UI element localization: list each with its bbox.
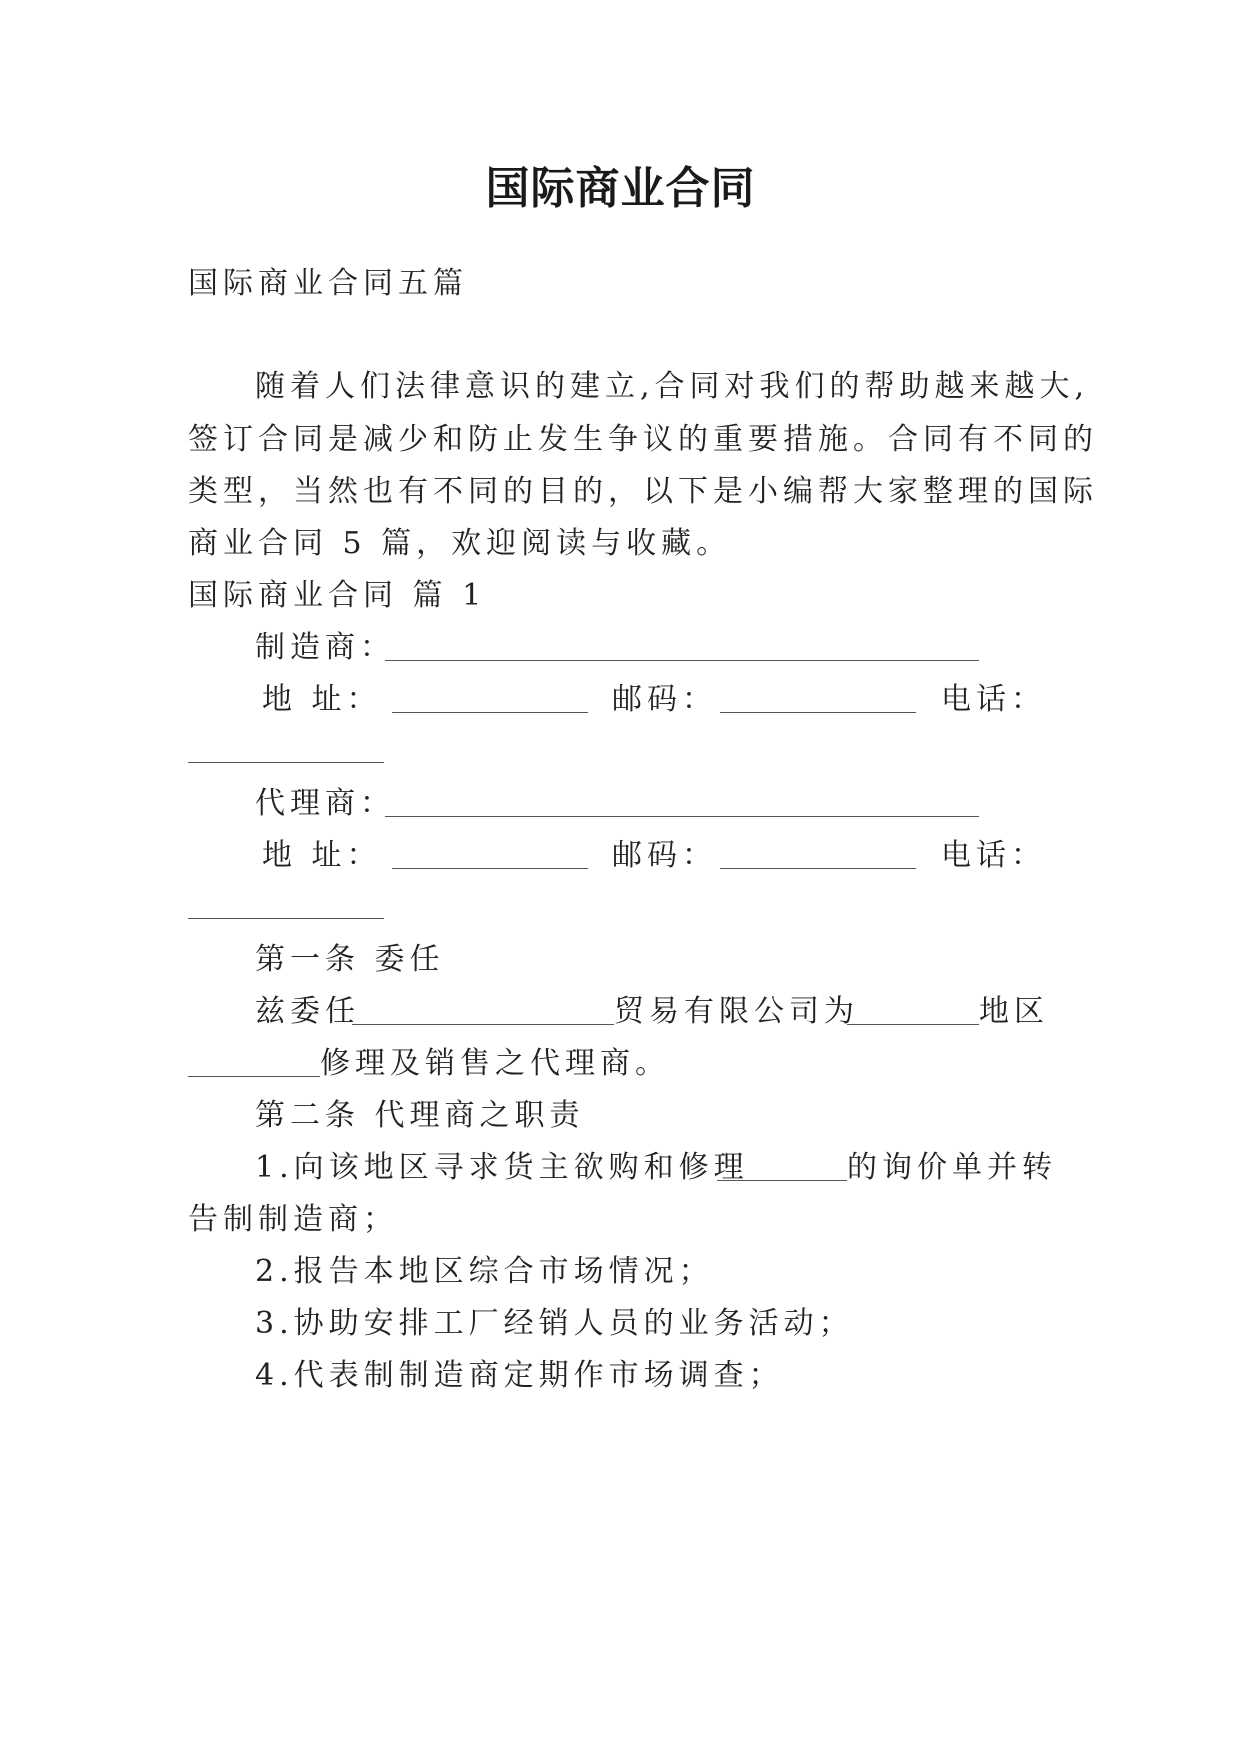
manufacturer-phone-label: 电话： bbox=[941, 682, 1046, 717]
intro-line-2: 签订合同是减少和防止发生争议的重要措施。合同有不同的 bbox=[188, 422, 1098, 457]
agent-postcode-label: 邮码： bbox=[612, 838, 717, 873]
section-heading: 国际商业合同 篇 1 bbox=[188, 578, 487, 613]
manufacturer-address-label: 地 址： bbox=[262, 682, 382, 717]
manufacturer-address-blank bbox=[392, 712, 588, 713]
agent-address-blank bbox=[392, 868, 588, 869]
article2-heading: 第二条 代理商之职责 bbox=[255, 1098, 585, 1133]
article2-item3: 3.协助安排工厂经销人员的业务活动； bbox=[255, 1306, 854, 1341]
document-title: 国际商业合同 bbox=[485, 163, 756, 214]
article2-item2: 2.报告本地区综合市场情况； bbox=[255, 1254, 714, 1289]
article2-item1-b: 的询价单并转 bbox=[847, 1150, 1057, 1185]
manufacturer-postcode-blank bbox=[720, 712, 916, 713]
article1-company-blank bbox=[352, 1024, 614, 1025]
article1-text-d: 修理及销售之代理商。 bbox=[320, 1046, 670, 1081]
agent-postcode-blank bbox=[720, 868, 916, 869]
agent-name-blank bbox=[385, 816, 979, 817]
manufacturer-phone-blank bbox=[188, 762, 384, 763]
article2-item1-blank bbox=[717, 1180, 847, 1181]
manufacturer-name-blank bbox=[385, 660, 979, 661]
article1-product-blank bbox=[188, 1076, 320, 1077]
article2-item1-c: 告制制造商； bbox=[188, 1202, 398, 1237]
article2-item4: 4.代表制制造商定期作市场调查； bbox=[255, 1358, 784, 1393]
manufacturer-label: 制造商： bbox=[255, 630, 395, 665]
agent-phone-label: 电话： bbox=[941, 838, 1046, 873]
intro-line-1: 随着人们法律意识的建立,合同对我们的帮助越来越大, bbox=[255, 369, 1090, 404]
article1-text-c: 地区 bbox=[979, 994, 1049, 1029]
article1-region-blank bbox=[847, 1024, 979, 1025]
agent-address-label: 地 址： bbox=[262, 838, 382, 873]
agent-label: 代理商： bbox=[255, 786, 395, 821]
manufacturer-postcode-label: 邮码： bbox=[612, 682, 717, 717]
article1-text-a: 兹委任 bbox=[255, 994, 360, 1029]
article1-heading: 第一条 委任 bbox=[255, 942, 445, 977]
article1-text-b: 贸易有限公司为 bbox=[614, 994, 859, 1029]
document-subtitle: 国际商业合同五篇 bbox=[188, 266, 468, 301]
agent-phone-blank bbox=[188, 918, 384, 919]
intro-line-3: 类型，当然也有不同的目的，以下是小编帮大家整理的国际 bbox=[188, 474, 1098, 509]
article2-item1-a: 1.向该地区寻求货主欲购和修理 bbox=[255, 1150, 749, 1185]
intro-line-4: 商业合同 5 篇，欢迎阅读与收藏。 bbox=[188, 526, 732, 561]
